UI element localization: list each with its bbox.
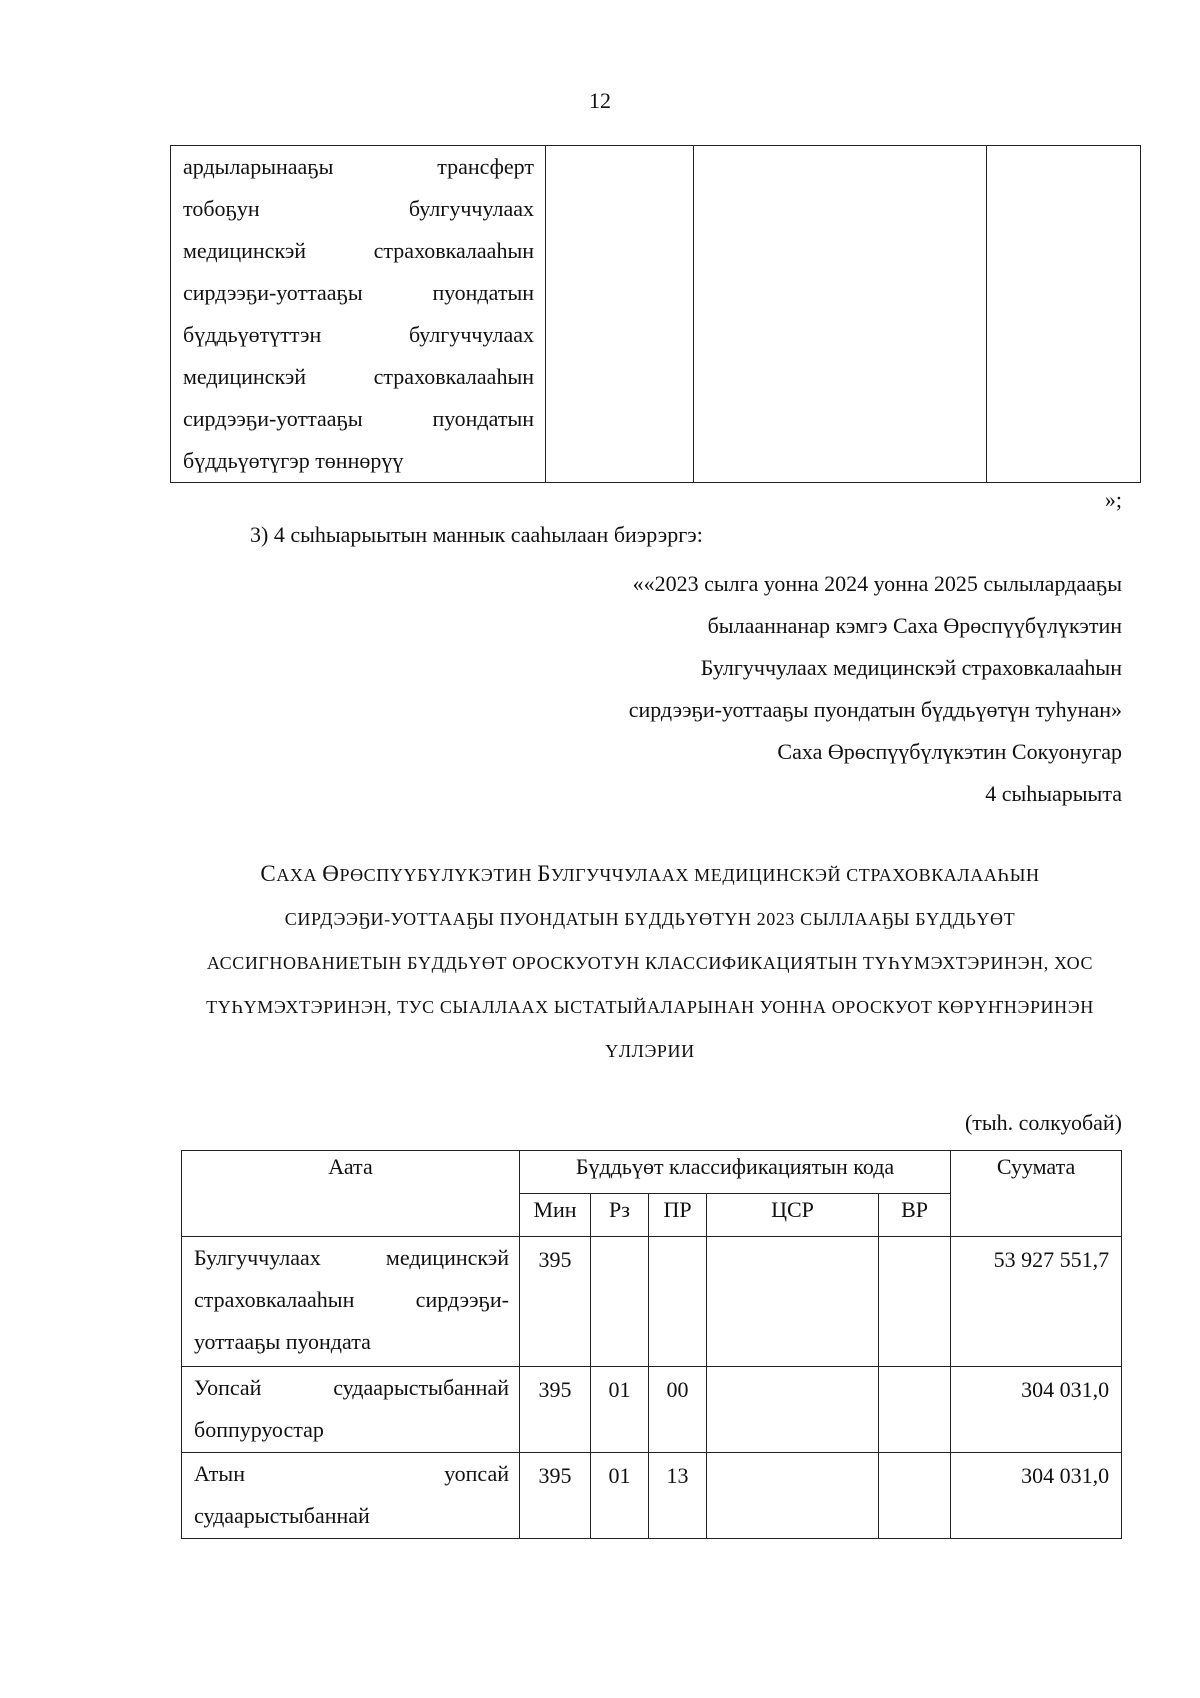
continuation-line: бүддьүөтүттэн булгуччулаах (183, 322, 534, 347)
annex-heading-line: Саха Өрөспүүбүлүкэтин Сокуонугар (777, 739, 1122, 764)
table-row (182, 1237, 1122, 1367)
row-pr: 00 (649, 1367, 707, 1453)
page-number: 12 (589, 88, 611, 113)
title-line: СИРДЭЭҔИ-УОТТААҔЫ ПУОНДАТЫН БҮДДЬҮӨТҮН 2023 СЫЛЛААҔЫ БҮДДЬҮӨТ (284, 909, 1016, 929)
row-rz (591, 1237, 649, 1367)
row-min: 395 (520, 1453, 591, 1539)
document-title (160, 852, 1140, 1073)
table-row (182, 1367, 1122, 1453)
row-pr (649, 1237, 707, 1367)
annex-heading-line: былааннанар кэмгэ Саха Өрөспүүбүлүкэтин (707, 613, 1122, 638)
header-csr: ЦСР (707, 1194, 879, 1237)
continuation-line: медицинскэй страховкалааһын (183, 364, 534, 389)
row-name: Атын уопсай судаарыстыбаннай (182, 1453, 520, 1539)
amendment-paragraph: 3) 4 сыһыарыытын маннык сааһылаан биэрэргэ: (250, 522, 703, 547)
row-vr (879, 1453, 951, 1539)
header-code-group: Бүддьүөт классификациятын кода (520, 1151, 951, 1194)
row-sum: 304 031,0 (951, 1453, 1122, 1539)
continuation-line: тобоҕун булгуччулаах (183, 196, 534, 221)
row-name: Уопсай судаарыстыбаннай боппуруостар (182, 1367, 520, 1453)
row-sum: 53 927 551,7 (951, 1237, 1122, 1367)
continuation-line: сирдээҕи-уоттааҕы пуондатын (183, 280, 534, 305)
header-sum: Суумата (951, 1151, 1122, 1237)
row-sum: 304 031,0 (951, 1367, 1122, 1453)
continuation-name-cell (171, 146, 546, 483)
row-pr: 13 (649, 1453, 707, 1539)
budget-table (181, 1150, 1122, 1539)
title-line: АССИГНОВАНИЕТЫН БҮДДЬҮӨТ ОРОСКУОТУН КЛАССИФИКАЦИЯТЫН ТҮҺҮМЭХТЭРИНЭН, ХОС (206, 953, 1094, 973)
header-pr: ПР (649, 1194, 707, 1237)
closing-quote-mark: »; (1104, 487, 1122, 512)
header-vr: ВР (879, 1194, 951, 1237)
annex-heading-line: 4 сыһыарыыта (985, 781, 1122, 806)
continuation-empty-cell (987, 146, 1141, 483)
unit-note: (тыһ. солкуобай) (964, 1110, 1122, 1135)
header-min: Мин (520, 1194, 591, 1237)
row-vr (879, 1237, 951, 1367)
annex-heading-line: ««2023 сылга уонна 2024 уонна 2025 сылылардааҕы (632, 571, 1122, 596)
row-min: 395 (520, 1237, 591, 1367)
row-csr (707, 1367, 879, 1453)
title-line: САХА ӨРӨСПҮҮБҮЛҮКЭТИН БУЛГУЧЧУЛААХ МЕДИЦИНСКЭЙ СТРАХОВКАЛААҺЫН (260, 861, 1040, 886)
continuation-line: медицинскэй страховкалааһын (183, 238, 534, 263)
row-rz: 01 (591, 1453, 649, 1539)
continuation-line: бүддьүөтүгэр төннөрүү (183, 448, 404, 473)
row-rz: 01 (591, 1367, 649, 1453)
table-row (182, 1453, 1122, 1539)
row-min: 395 (520, 1367, 591, 1453)
continuation-line: сирдээҕи-уоттааҕы пуондатын (183, 406, 534, 431)
row-csr (707, 1453, 879, 1539)
annex-heading (522, 563, 1122, 815)
annex-heading-line: Булгуччулаах медицинскэй страховкалааһын (700, 655, 1122, 680)
title-line: ҮЛЛЭРИИ (605, 1041, 695, 1061)
row-vr (879, 1367, 951, 1453)
row-name: Булгуччулаах медицинскэй страховкалааһын сирдээҕи- уоттааҕы пуондата (182, 1237, 520, 1367)
continuation-table (170, 145, 1141, 483)
row-csr (707, 1237, 879, 1367)
title-line: ТҮҺҮМЭХТЭРИНЭН, ТУС СЫАЛЛААХ ЫСТАТЫЙАЛАРЫНАН УОННА ОРОСКУОТ КӨРҮҤНЭРИНЭН (206, 997, 1094, 1017)
annex-heading-line: сирдээҕи-уоттааҕы пуондатын бүддьүөтүн туһунан» (628, 697, 1122, 722)
header-rz: Рз (591, 1194, 649, 1237)
continuation-line: ардыларынааҕы трансферт (183, 154, 534, 179)
continuation-empty-cell (546, 146, 694, 483)
header-name: Аата (182, 1151, 520, 1237)
continuation-empty-cell (694, 146, 987, 483)
